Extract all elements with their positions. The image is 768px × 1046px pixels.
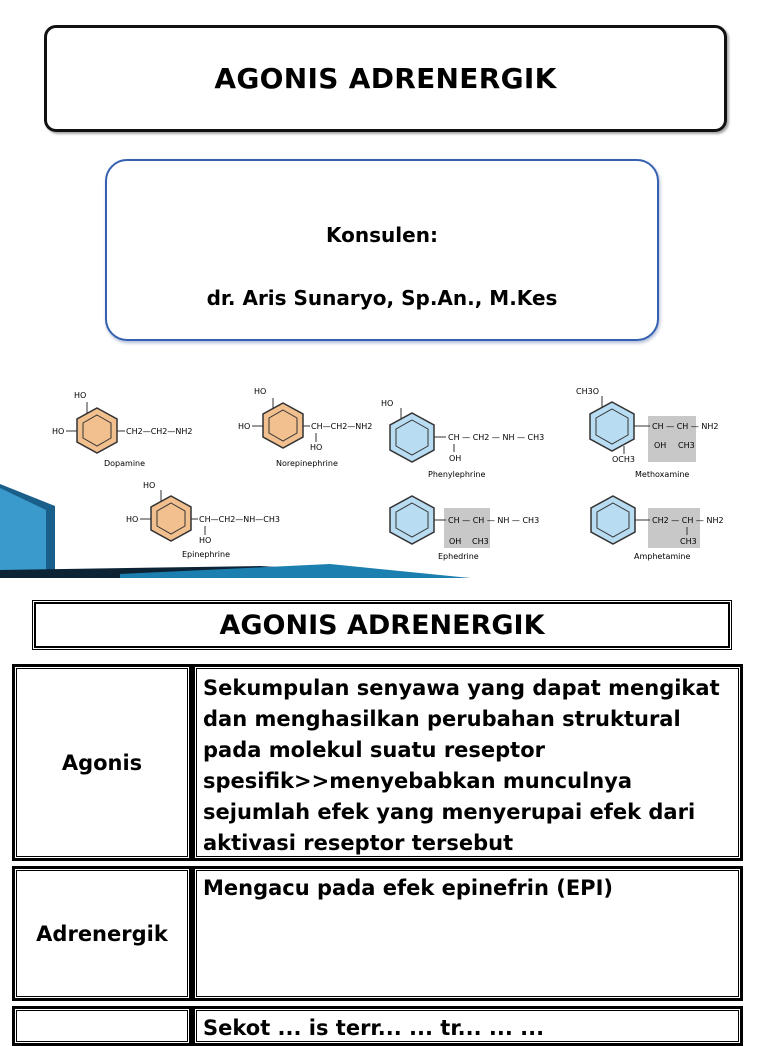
molecule-epinephrine <box>126 481 280 559</box>
epinephrine-top-group: HO <box>143 481 156 490</box>
table-row <box>12 866 743 1001</box>
methoxamine-sub1: OH <box>654 441 667 450</box>
methoxamine-bottom-group: OCH3 <box>612 455 635 464</box>
norepinephrine-sub: HO <box>310 443 323 452</box>
ephedrine-label: Ephedrine <box>438 552 479 561</box>
molecule-ephedrine <box>390 496 539 561</box>
epinephrine-chain: CH—CH2—NH—CH3 <box>199 515 280 524</box>
phenylephrine-sub: OH <box>449 454 462 463</box>
table-row <box>12 1006 743 1046</box>
molecule-methoxamine <box>576 387 718 479</box>
dopamine-left-group: HO <box>52 427 65 436</box>
dopamine-label: Dopamine <box>104 459 146 468</box>
amphetamine-chain: CH2 — CH — NH2 <box>652 516 724 525</box>
ephedrine-chain: CH — CH — NH — CH3 <box>448 516 540 525</box>
amphetamine-sub: CH3 <box>680 537 697 546</box>
term-cell: Agonis <box>12 664 192 861</box>
konsulen-name: dr. Aris Sunaryo, Sp.An., M.Kes <box>206 286 558 310</box>
molecule-norepinephrine <box>238 387 372 468</box>
dopamine-top-group: HO <box>74 391 87 400</box>
phenylephrine-top-group: HO <box>381 399 394 408</box>
norepinephrine-left-group: HO <box>238 422 251 431</box>
norepinephrine-label: Norepinephrine <box>276 459 338 468</box>
term-cell <box>12 1006 192 1046</box>
table-row <box>12 664 743 861</box>
slide-title: AGONIS ADRENERGIK <box>44 25 727 132</box>
molecule-dopamine <box>52 391 192 468</box>
table-title: AGONIS ADRENERGIK <box>32 600 732 650</box>
definition-cell: Sekot ... is terr... ... tr... ... ... <box>192 1006 743 1046</box>
ephedrine-sub2: CH3 <box>472 537 489 546</box>
konsulen-label: Konsulen: <box>326 223 438 247</box>
epinephrine-left-group: HO <box>126 515 139 524</box>
norepinephrine-top-group: HO <box>254 387 267 396</box>
definition-cell: Mengacu pada efek epinefrin (EPI) <box>192 866 743 1001</box>
norepinephrine-chain: CH—CH2—NH2 <box>311 422 373 431</box>
ephedrine-sub1: OH <box>449 537 462 546</box>
methoxamine-sub2: CH3 <box>678 441 695 450</box>
epinephrine-label: Epinephrine <box>182 550 230 559</box>
molecule-amphetamine <box>591 496 724 561</box>
konsulen-box <box>105 159 659 341</box>
methoxamine-label: Methoxamine <box>635 470 690 479</box>
definition-slide <box>0 578 768 1040</box>
dopamine-chain: CH2—CH2—NH2 <box>126 427 193 436</box>
molecule-phenylephrine <box>381 399 544 479</box>
phenylephrine-label: Phenylephrine <box>428 470 486 479</box>
amphetamine-label: Amphetamine <box>634 552 691 561</box>
epinephrine-sub: HO <box>199 536 212 545</box>
term-cell: Adrenergik <box>12 866 192 1001</box>
phenylephrine-chain: CH — CH2 — NH — CH3 <box>448 433 545 442</box>
chemical-structures <box>0 378 768 578</box>
definition-cell: Sekumpulan senyawa yang dapat mengikat dan menghasilkan perubahan struktural pada molekul suatu reseptor spesifik>>menyebabkan munculnya sejumlah efek yang menyerupai efek dari aktivasi reseptor tersebut <box>192 664 743 861</box>
methoxamine-top-group: CH3O <box>576 387 599 396</box>
methoxamine-chain: CH — CH — NH2 <box>652 422 719 431</box>
